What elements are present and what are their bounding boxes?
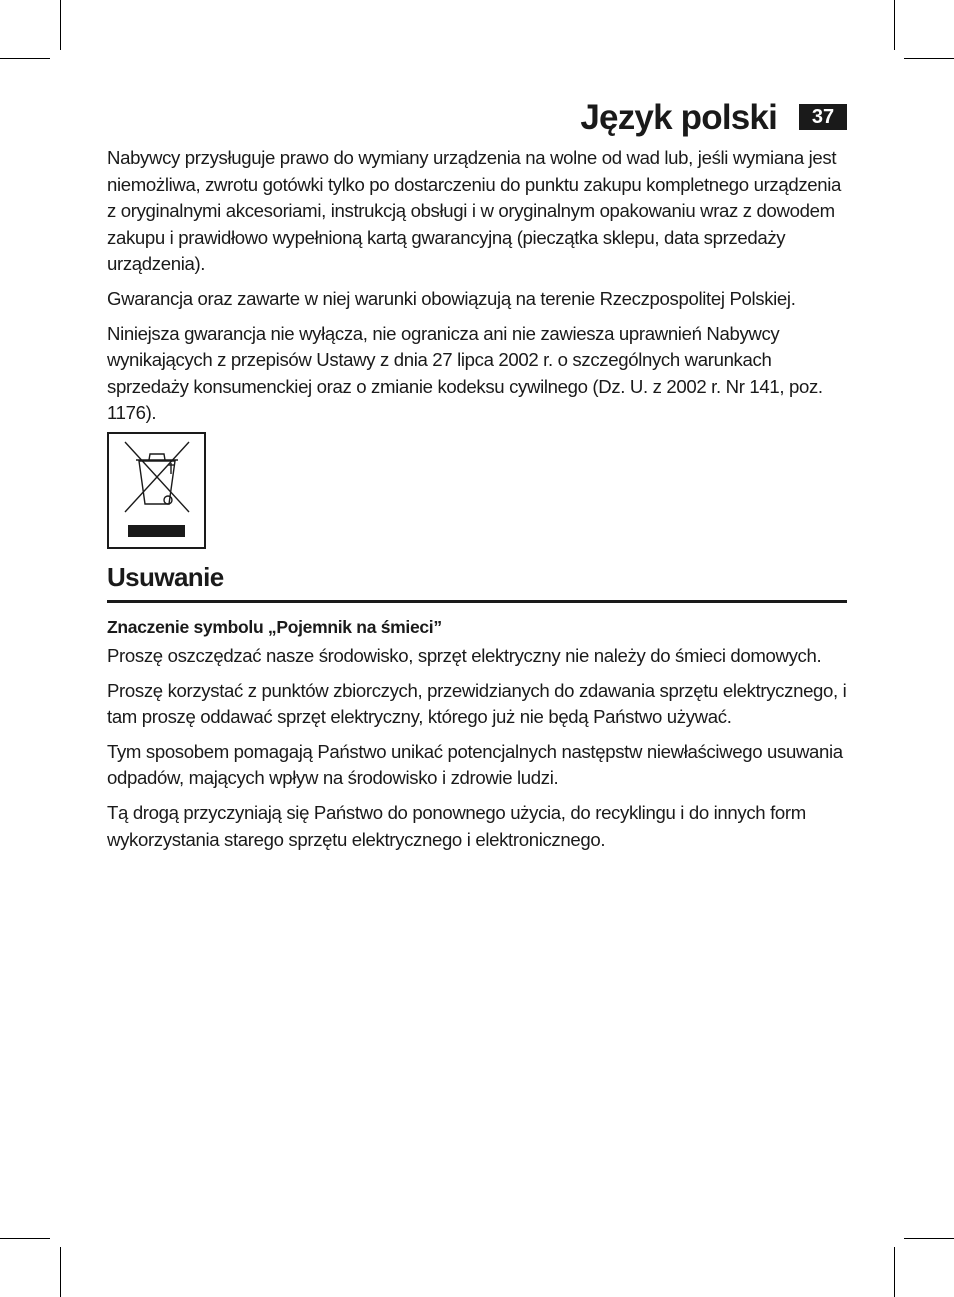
crop-mark: [894, 1247, 895, 1297]
subheading: Znaczenie symbolu „Pojemnik na śmieci”: [107, 617, 442, 637]
paragraph: Proszę korzystać z punktów zbiorczych, przewidzianych do zdawania sprzętu elektrycznego, i tam proszę oddawać sprzęt elektryczny, którego już nie będą Państwo używać.: [107, 679, 847, 728]
crop-mark: [60, 1247, 61, 1297]
crop-mark: [0, 1238, 50, 1239]
paragraph: Nabywcy przysługuje prawo do wymiany urządzenia na wolne od wad lub, jeśli wymiana jest niemożliwa, zwrotu gotówki tylko po dostarczeniu do punktu zakupu kompletnego urządzenia z oryginalnymi akcesoriami, instrukcją obsługi i w oryginalnym opakowaniu wraz z dowodem zakupu i prawidłowo wypełnioną kartą gwarancyjną (pieczątka sklepu, data sprzedaży urządzenia).: [107, 147, 842, 275]
page-number: 37: [799, 104, 847, 130]
paragraph: Tą drogą przyczyniają się Państwo do ponownego użycia, do recyklingu i do innych form wykorzystania starego sprzętu elektrycznego i elektronicznego.: [107, 801, 806, 850]
crop-mark: [904, 1238, 954, 1239]
page-header: [107, 98, 847, 138]
crop-mark: [60, 0, 61, 50]
weee-symbol-box: [107, 432, 206, 549]
paragraph: Tym sposobem pomagają Państwo unikać potencjalnych następstw niewłaściwego usuwania odpadów, mających wpływ na środowisko i zdrowie ludzi.: [107, 740, 843, 789]
crossed-out-wheelie-bin-icon: [109, 434, 204, 547]
crop-mark: [904, 58, 954, 59]
paragraph: Gwarancja oraz zawarte w niej warunki obowiązują na terenie Rzeczpospolitej Polskiej.: [107, 287, 796, 309]
paragraph: Niniejsza gwarancja nie wyłącza, nie ogranicza ani nie zawiesza uprawnień Nabywcy wynikających z przepisów Ustawy z dnia 27 lipca 2002 r. o szczególnych warunkach sprzedaży konsumenckiej oraz o zmianie kodeksu cywilnego (Dz. U. z 2002 r. Nr 141, poz. 1176).: [107, 322, 823, 424]
warranty-text: [107, 145, 847, 435]
crop-mark: [0, 58, 50, 59]
paragraph: Proszę oszczędzać nasze środowisko, sprzęt elektryczny nie należy do śmieci domowych.: [107, 645, 822, 666]
crop-mark: [894, 0, 895, 50]
section-title: Usuwanie: [107, 562, 224, 592]
disposal-text: [107, 615, 847, 861]
language-title: Język polski: [580, 98, 777, 137]
section-divider: [107, 600, 847, 603]
